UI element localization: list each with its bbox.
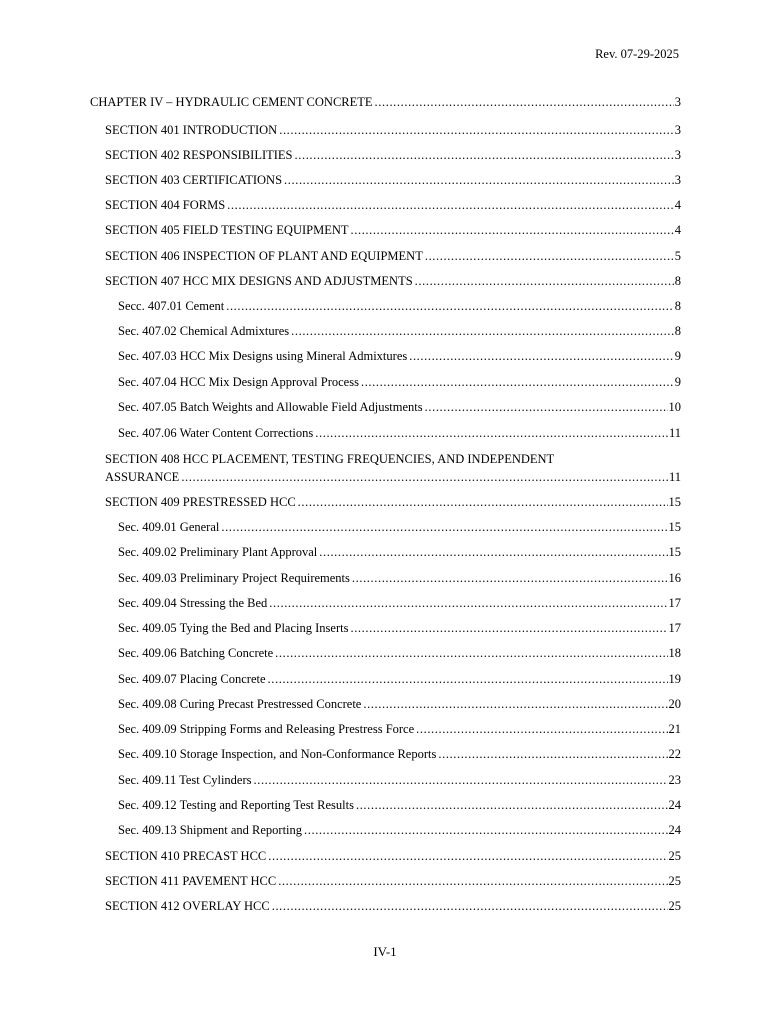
toc-entry-page: 11 [668,426,681,440]
toc-entry[interactable] [105,121,681,139]
toc-entry-title: Sec. 409.07 Placing Concrete [118,672,266,686]
toc-entry-page: 3 [674,148,681,162]
toc-entry-title: SECTION 406 INSPECTION OF PLANT AND EQUIPMENT [105,249,423,263]
toc-entry-page: 25 [668,899,681,913]
dot-leader [269,594,667,612]
dot-leader [278,872,667,890]
toc-entry-page: 24 [668,798,681,812]
toc-entry-page: 3 [674,173,681,187]
dot-leader [268,847,667,865]
toc-entry-page: 17 [668,596,681,610]
dot-leader [279,121,674,139]
toc-entry-title: Secc. 407.01 Cement [118,299,225,313]
toc-entry-page: 17 [668,621,681,635]
toc-entry[interactable] [105,272,681,290]
toc-entry-page: 3 [674,123,681,137]
dot-leader [425,398,668,416]
toc-entry[interactable] [118,745,681,763]
toc-entry-title: Sec. 409.12 Testing and Reporting Test Results [118,798,354,812]
dot-leader [254,771,668,789]
toc-entry-page: 22 [668,747,681,761]
dot-leader [272,897,668,915]
dot-leader [352,569,668,587]
toc-entry-title: Sec. 409.03 Preliminary Project Requirements [118,571,350,585]
dot-leader [298,493,668,511]
toc-entry-page: 18 [668,646,681,660]
dot-leader [304,821,667,839]
toc-entry-title: Sec. 407.02 Chemical Admixtures [118,324,290,338]
toc-entry[interactable] [118,720,681,738]
toc-entry-title: Sec. 409.10 Storage Inspection, and Non-Conformance Reports [118,747,437,761]
toc-entry-title: Sec. 409.09 Stripping Forms and Releasing Prestress Force [118,722,415,736]
toc-entry-title: Sec. 409.08 Curing Precast Prestressed Concrete [118,697,362,711]
toc-entry-title: SECTION 409 PRESTRESSED HCC [105,495,296,509]
toc-entry-page: 25 [668,849,681,863]
toc-entry-title: Sec. 407.06 Water Content Corrections [118,426,314,440]
toc-entry-page: 11 [668,470,681,484]
dot-leader [284,171,674,189]
toc-entry[interactable] [90,93,681,111]
toc-entry[interactable] [118,796,681,814]
toc-entry-title: ASSURANCE [105,470,180,484]
toc-entry-page: 8 [674,299,681,313]
dot-leader [275,644,667,662]
toc-entry-title: Sec. 409.01 General [118,520,220,534]
toc-entry-page: 4 [674,198,681,212]
toc-entry-title: Sec. 407.04 HCC Mix Design Approval Process [118,375,359,389]
toc-entry-title: SECTION 407 HCC MIX DESIGNS AND ADJUSTMENTS [105,274,413,288]
dot-leader [268,670,668,688]
toc-entry[interactable] [118,695,681,713]
revision-date: Rev. 07-29-2025 [595,47,679,61]
toc-entry-page: 23 [668,773,681,787]
toc-entry-page: 8 [674,274,681,288]
toc-entry[interactable] [118,297,681,315]
dot-leader [226,297,674,315]
dot-leader [181,468,668,486]
toc-entry[interactable] [118,518,681,536]
dot-leader [438,745,667,763]
toc-entry[interactable] [105,221,681,239]
toc-entry[interactable] [118,373,681,391]
toc-entry-title: Sec. 409.11 Test Cylinders [118,773,252,787]
toc-entry-title: SECTION 412 OVERLAY HCC [105,899,270,913]
toc-entry-page: 5 [674,249,681,263]
dot-leader [425,247,674,265]
toc-entry-page: 3 [674,95,681,109]
toc-entry[interactable] [105,847,681,865]
toc-entry-title: SECTION 402 RESPONSIBILITIES [105,148,293,162]
toc-entry[interactable] [105,171,681,189]
toc-entry-page: 25 [668,874,681,888]
dot-leader [409,347,674,365]
toc-entry-title: Sec. 409.13 Shipment and Reporting [118,823,303,837]
dot-leader [315,424,668,442]
toc-entry[interactable] [118,594,681,612]
dot-leader [415,272,674,290]
dot-leader [361,373,674,391]
dot-leader [356,796,668,814]
dot-leader [350,619,667,637]
toc-entry[interactable] [105,450,681,486]
toc-entry[interactable] [118,821,681,839]
toc-entry[interactable] [118,569,681,587]
toc-entry-page: 10 [668,400,681,414]
toc-entry[interactable] [118,771,681,789]
toc-entry[interactable] [118,398,681,416]
toc-entry-page: 15 [668,495,681,509]
dot-leader [227,196,674,214]
toc-entry-title-line1: SECTION 408 HCC PLACEMENT, TESTING FREQUENCIES, AND INDEPENDENT [105,452,555,466]
toc-entry[interactable] [118,619,681,637]
toc-entry-page: 8 [674,324,681,338]
dot-leader [375,93,674,111]
toc-entry-page: 19 [668,672,681,686]
toc-entry[interactable] [105,493,681,511]
toc-entry-page: 16 [668,571,681,585]
toc-entry-title: Sec. 409.02 Preliminary Plant Approval [118,545,318,559]
toc-entry-title: Sec. 409.04 Stressing the Bed [118,596,268,610]
toc-entry-page: 9 [674,349,681,363]
toc-entry[interactable] [105,196,681,214]
dot-leader [351,221,674,239]
dot-leader [319,543,667,561]
toc-entry[interactable] [118,543,681,561]
toc-entry-title: SECTION 401 INTRODUCTION [105,123,278,137]
toc-entry-page: 4 [674,223,681,237]
toc-entry[interactable] [105,897,681,915]
toc-entry[interactable] [105,872,681,890]
toc-entry-page: 15 [668,520,681,534]
dot-leader [291,322,674,340]
toc-entry-title: SECTION 404 FORMS [105,198,226,212]
dot-leader [416,720,667,738]
toc-entry-title: Sec. 407.03 HCC Mix Designs using Mineral Admixtures [118,349,408,363]
toc-entry[interactable] [105,247,681,265]
toc-entry-page: 9 [674,375,681,389]
toc-entry[interactable] [118,347,681,365]
toc-entry-title: SECTION 410 PRECAST HCC [105,849,267,863]
toc-entry-title: Sec. 409.05 Tying the Bed and Placing Inserts [118,621,349,635]
toc-entry-title: SECTION 411 PAVEMENT HCC [105,874,277,888]
dot-leader [295,146,674,164]
toc-entry[interactable] [118,424,681,442]
toc-entry-title: Sec. 407.05 Batch Weights and Allowable Field Adjustments [118,400,423,414]
dot-leader [363,695,667,713]
toc-entry[interactable] [105,146,681,164]
toc-entry-title: SECTION 403 CERTIFICATIONS [105,173,283,187]
page-number: IV-1 [373,944,397,959]
toc-entry[interactable] [118,670,681,688]
toc-entry-title: Sec. 409.06 Batching Concrete [118,646,274,660]
toc-entry-title: CHAPTER IV – HYDRAULIC CEMENT CONCRETE [90,95,373,109]
toc-entry-page: 15 [668,545,681,559]
toc-entry-page: 21 [668,722,681,736]
dot-leader [221,518,667,536]
toc-entry-page: 24 [668,823,681,837]
toc-entry-title: SECTION 405 FIELD TESTING EQUIPMENT [105,223,349,237]
toc-entry[interactable] [118,322,681,340]
toc-entry-page: 20 [668,697,681,711]
toc-entry[interactable] [118,644,681,662]
